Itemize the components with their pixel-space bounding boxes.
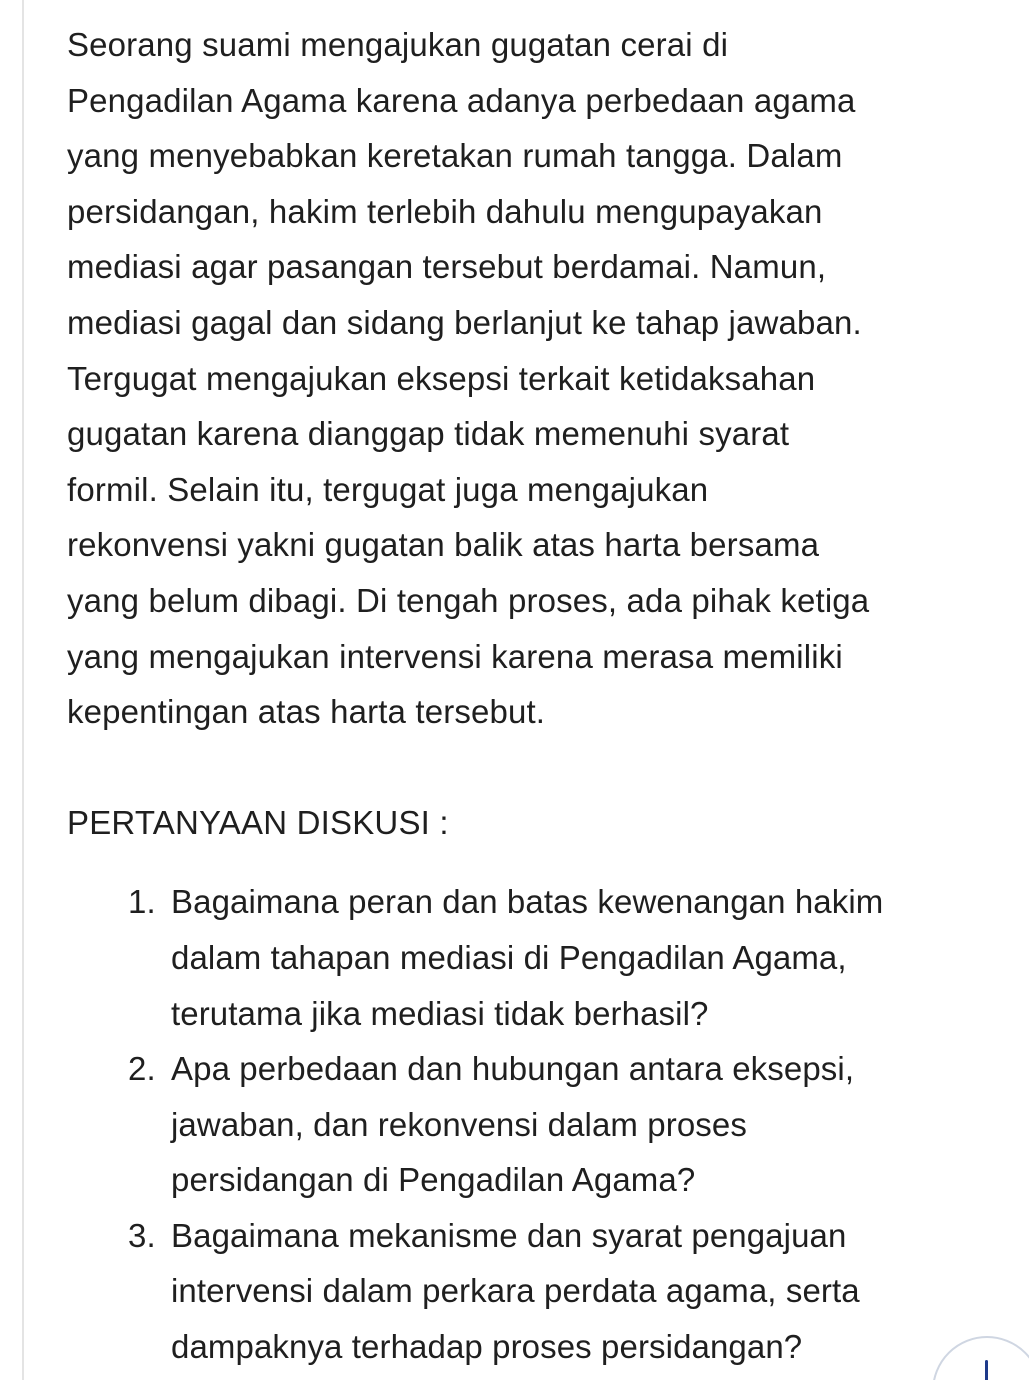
paragraph-line: Seorang suami mengajukan gugatan cerai di — [67, 26, 729, 63]
list-item — [67, 1208, 1022, 1375]
question-line: Bagaimana mekanisme dan syarat pengajuan — [171, 1216, 847, 1254]
case-paragraph — [67, 17, 1022, 740]
list-item — [67, 1041, 1022, 1208]
question-line: persidangan di Pengadilan Agama? — [171, 1161, 696, 1199]
question-number: 3. — [128, 1216, 156, 1254]
question-line: jawaban, dan rekonvensi dalam proses — [171, 1105, 747, 1143]
question-line: Apa perbedaan dan hubungan antara eksepsi, — [171, 1050, 855, 1088]
document-content — [67, 17, 1022, 1375]
list-item — [67, 874, 1022, 1041]
question-list — [67, 874, 1022, 1374]
paragraph-line: Pengadilan Agama karena adanya perbedaan agama — [67, 81, 856, 119]
paragraph-line: mediasi agar pasangan tersebut berdamai. Namun, — [67, 248, 827, 286]
paragraph-line: rekonvensi yakni gugatan balik atas harta bersama — [67, 526, 820, 564]
question-line: Bagaimana peran dan batas kewenangan hakim — [171, 883, 884, 921]
question-line: dalam tahapan mediasi di Pengadilan Agama, — [171, 938, 847, 976]
paragraph-line: Tergugat mengajukan eksepsi terkait ketidaksahan — [67, 359, 816, 397]
left-divider — [22, 0, 24, 1380]
paragraph-line: formil. Selain itu, tergugat juga mengajukan — [67, 470, 709, 508]
question-number: 2. — [128, 1050, 156, 1088]
question-line: terutama jika mediasi tidak berhasil? — [171, 994, 709, 1032]
scroll-down-icon — [985, 1360, 988, 1380]
paragraph-line: yang menyebabkan keretakan rumah tangga. Dalam — [67, 137, 843, 175]
question-number: 1. — [128, 883, 156, 921]
discussion-heading: PERTANYAAN DISKUSI : — [67, 803, 449, 841]
paragraph-line: kepentingan atas harta tersebut. — [67, 693, 546, 731]
paragraph-line: persidangan, hakim terlebih dahulu mengupayakan — [67, 192, 823, 230]
question-line: intervensi dalam perkara perdata agama, serta — [171, 1272, 860, 1310]
paragraph-line: mediasi gagal dan sidang berlanjut ke tahap jawaban. — [67, 303, 862, 341]
question-line: dampaknya terhadap proses persidangan? — [171, 1328, 803, 1366]
paragraph-line: gugatan karena dianggap tidak memenuhi syarat — [67, 415, 790, 453]
paragraph-line: yang belum dibagi. Di tengah proses, ada pihak ketiga — [67, 581, 870, 619]
paragraph-line: yang mengajukan intervensi karena merasa memiliki — [67, 637, 843, 675]
